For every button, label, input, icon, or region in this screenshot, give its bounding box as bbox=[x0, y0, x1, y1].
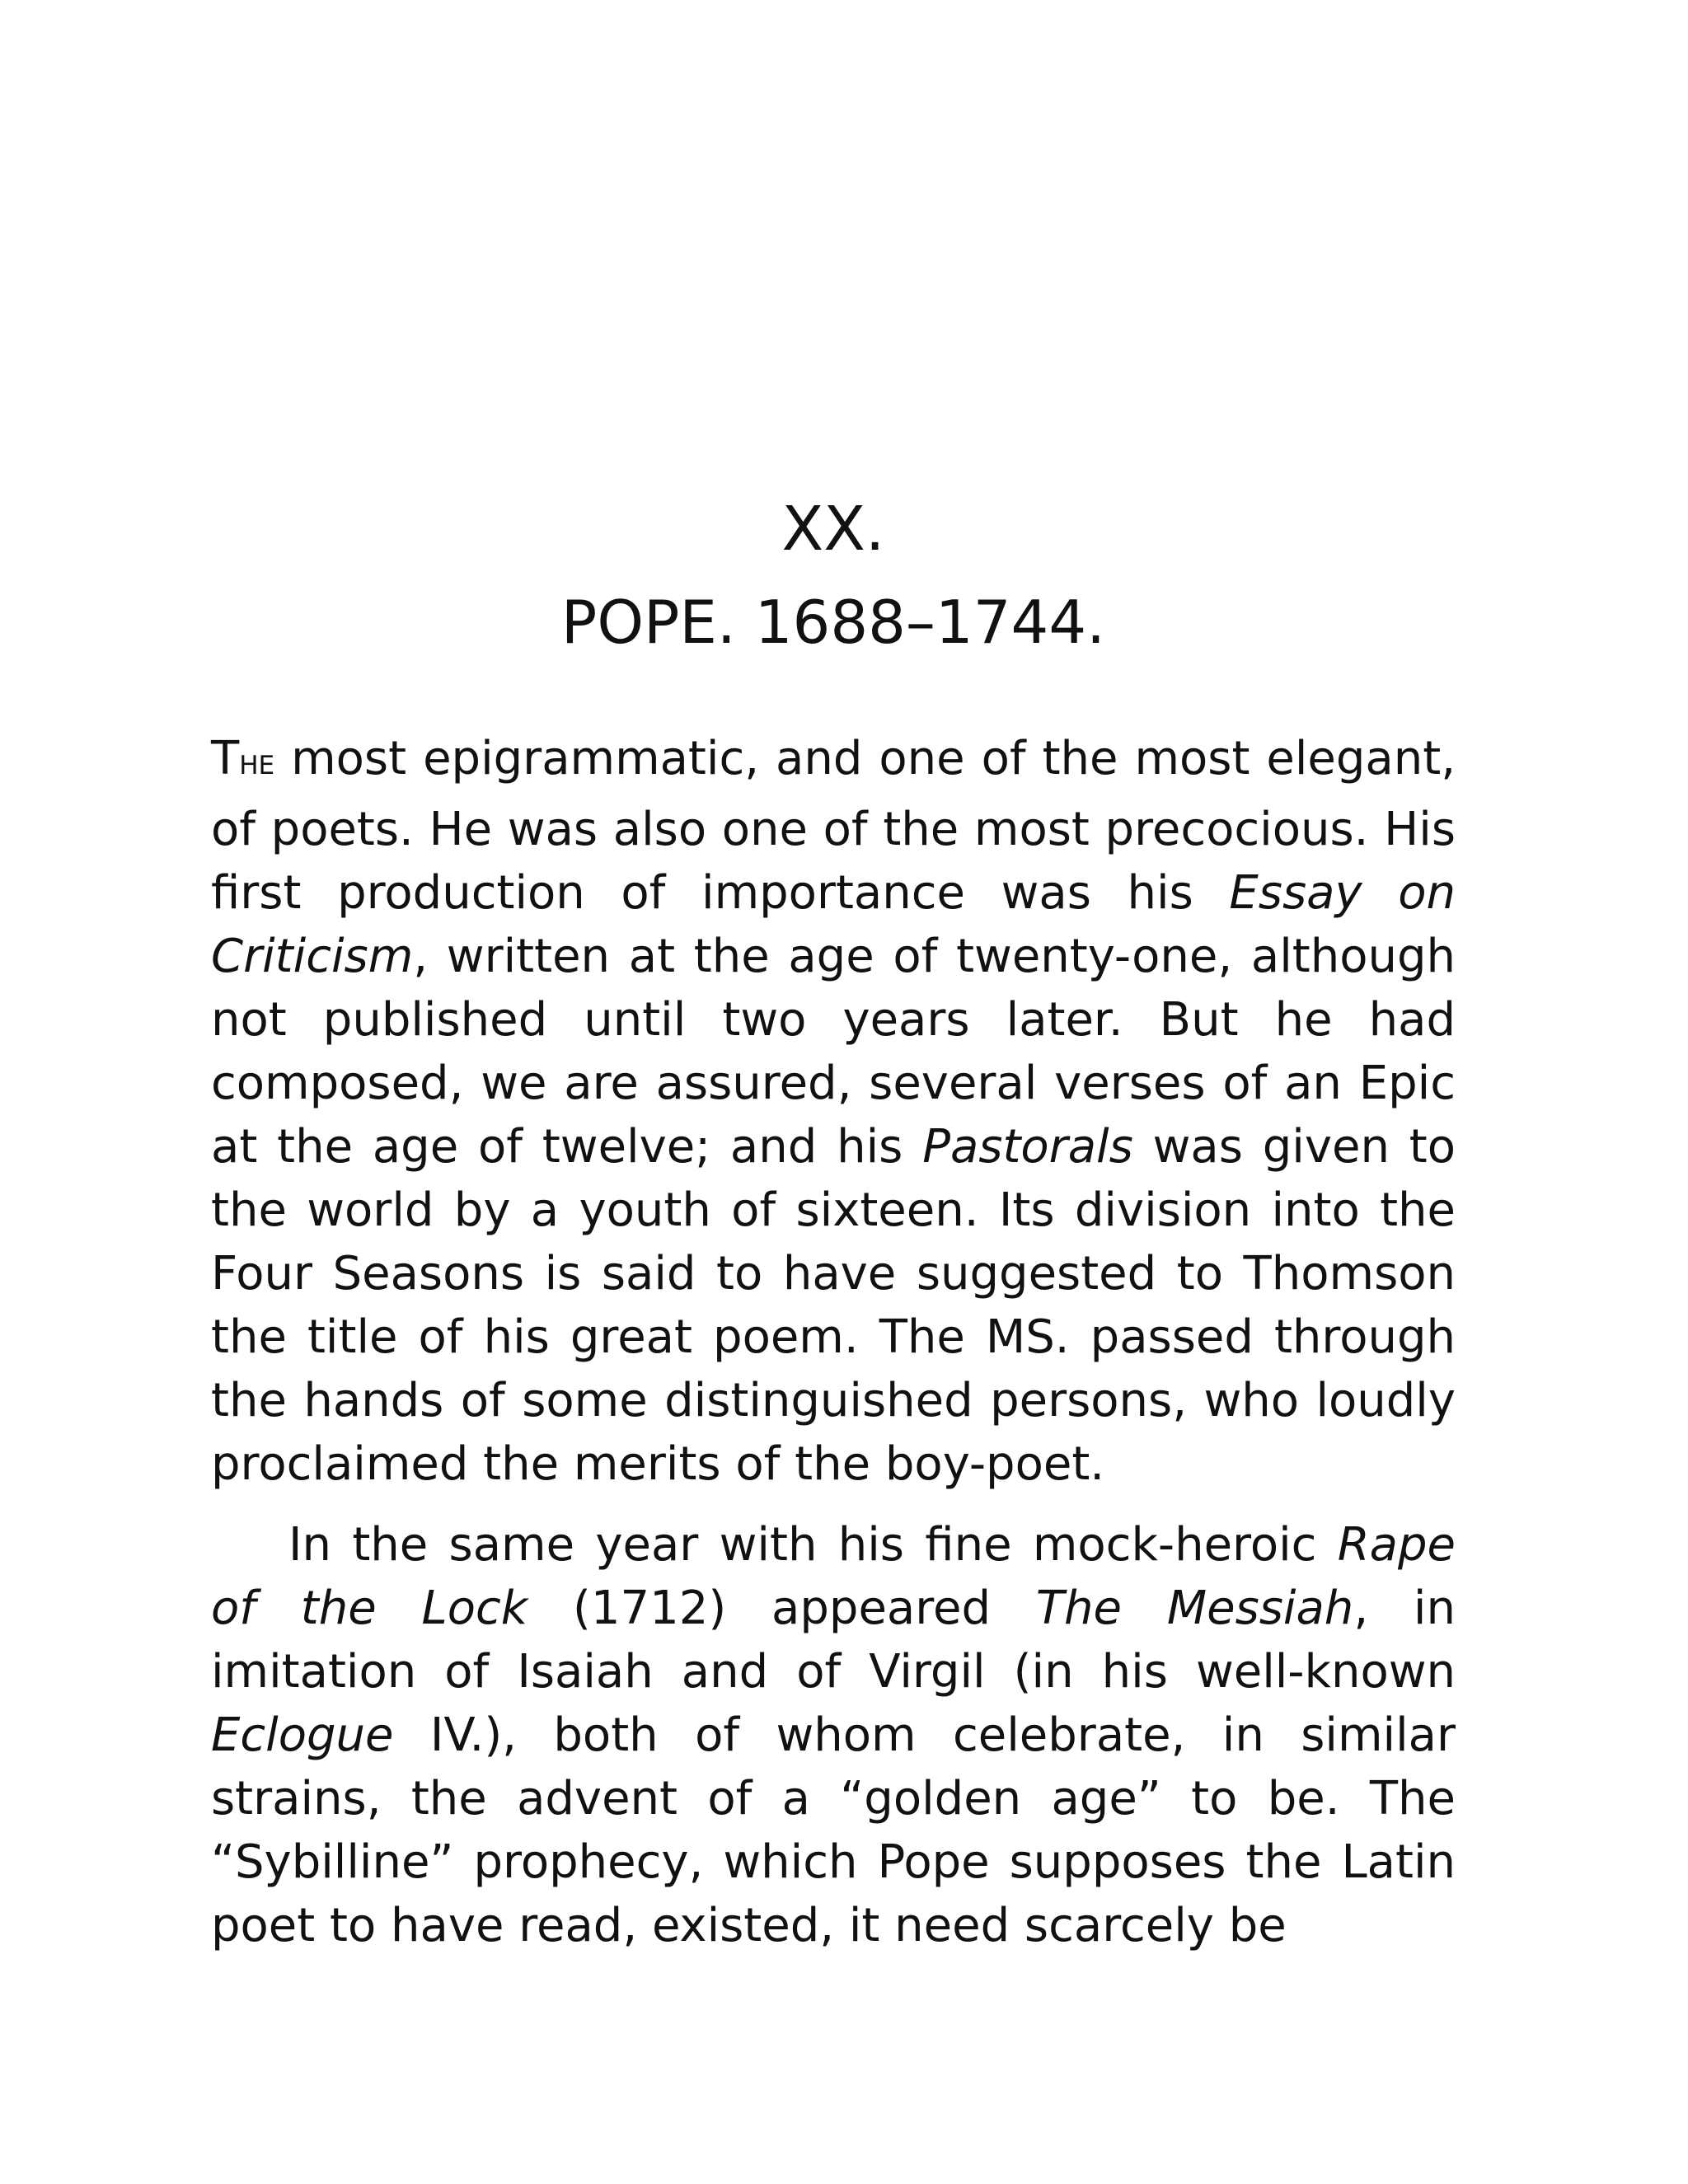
paragraph-2-text-4: IV.), both of whom celebrate, in similar strains, the advent of a “golden age” to be. The “Sybilline” prophecy, which Pope supposes the Latin poet to have read, existed, it need scarcely be bbox=[211, 1708, 1456, 1952]
book-title-rape-of-the-lock: Rape of the Lock bbox=[211, 1518, 1456, 1635]
paragraph-2-text-2: (1712) appeared bbox=[528, 1582, 1036, 1635]
dropcap-small-caps: HE bbox=[239, 751, 275, 780]
book-title-the-messiah: The Messiah bbox=[1035, 1582, 1354, 1635]
book-title-eclogue: Eclogue bbox=[211, 1708, 394, 1762]
dropcap-letter: T bbox=[211, 732, 240, 785]
paragraph-2-text-1: In the same year with his fine mock-heroic bbox=[288, 1518, 1338, 1572]
chapter-title: POPE. 1688–1744. bbox=[560, 588, 1106, 657]
paragraph-1-text-3: was given to the world by a youth of sixteen. Its division into the Four Seasons is said to have suggested to Thomson the title of his great poem. The MS. passed through the hands of some distinguished persons, who loudly proclaimed the merits of the boy-poet. bbox=[211, 1120, 1456, 1491]
paragraph-2-text-3: , in imitation of Isaiah and of Virgil (in his well-known bbox=[211, 1582, 1456, 1699]
book-title-essay-on-criticism: Essay on Criticism bbox=[211, 866, 1456, 983]
paragraph-1-text-2: , written at the age of twenty-one, although not published until two years later. But he had composed, we are assured, several verses of an Epic at the age of twelve; and his bbox=[211, 930, 1456, 1174]
book-page bbox=[211, 0, 1456, 2184]
chapter-number: XX. bbox=[781, 494, 885, 565]
chapter-body bbox=[211, 727, 1456, 1957]
paragraph-1 bbox=[211, 727, 1456, 1496]
book-title-pastorals: Pastorals bbox=[922, 1120, 1133, 1174]
paragraph-1-text-1: most epigrammatic, and one of the most elegant, of poets. He was also one of the most precocious. His first production of importance was his bbox=[211, 732, 1456, 920]
paragraph-2 bbox=[211, 1513, 1456, 1957]
